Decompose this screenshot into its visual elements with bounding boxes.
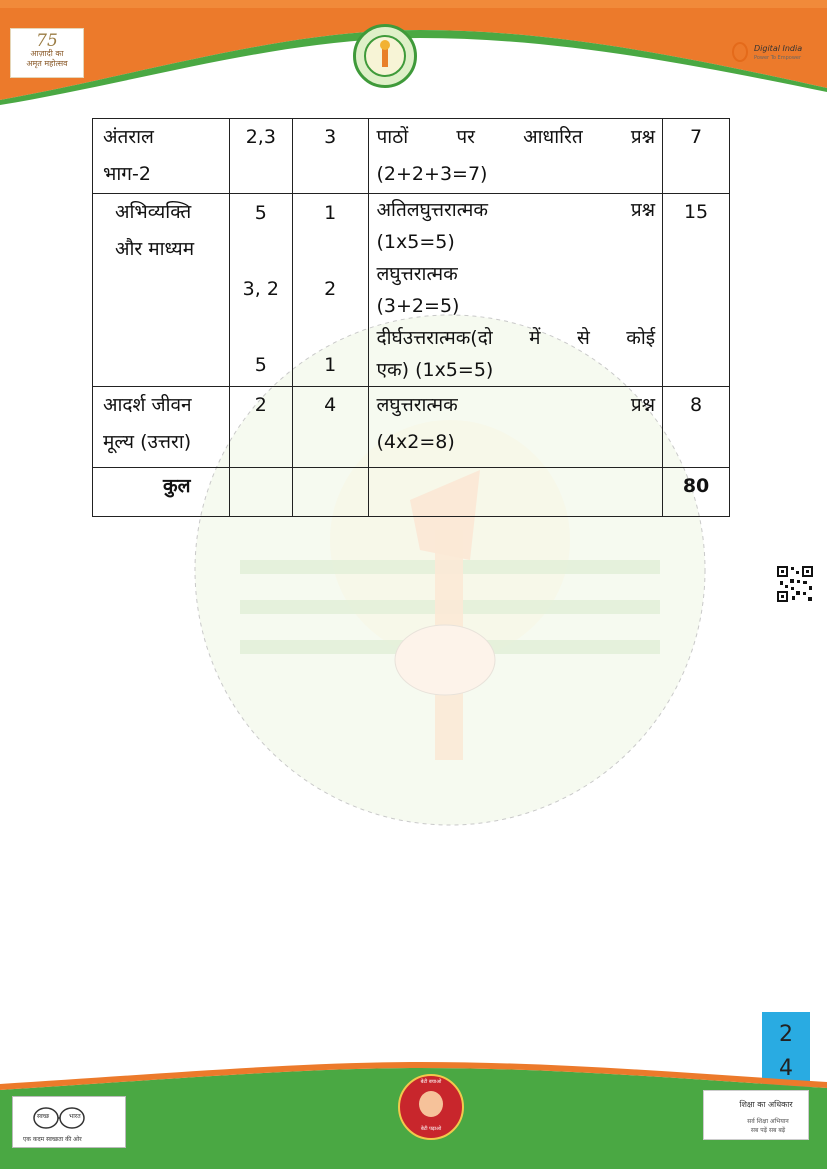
qr-code-icon	[776, 565, 814, 603]
digital-india-logo: Digital India Power To Empower	[732, 40, 812, 70]
table-row	[93, 194, 730, 387]
board-seal-icon	[353, 24, 417, 88]
question-numbers-cell: 2	[229, 387, 292, 468]
question-numbers-cell: 2,3	[229, 119, 292, 194]
empty-cell	[229, 468, 292, 517]
question-numbers-cell: 5 3, 2 5	[229, 194, 292, 387]
total-label: कुल	[93, 468, 230, 517]
empty-cell	[292, 468, 368, 517]
grand-total-value: 80	[663, 468, 730, 517]
page-header	[0, 0, 827, 105]
marks-each-cell: 1 2 1	[292, 194, 368, 387]
marks-each-cell: 4	[292, 387, 368, 468]
marks-distribution-table	[92, 118, 730, 517]
shiksha-ka-adhikar-logo: शिक्षा का अधिकार सर्व शिक्षा अभियान सब पढ़ें सब बढ़ें	[703, 1090, 809, 1140]
marks-each-cell: 3	[292, 119, 368, 194]
section-cell: अभिव्यक्ति और माध्यम	[93, 194, 230, 387]
row-total-cell: 15	[663, 194, 730, 387]
table-row	[93, 119, 730, 194]
description-cell: पाठों पर आधारित प्रश्न (2+2+3=7)	[368, 119, 663, 194]
page-footer	[0, 1060, 827, 1169]
description-cell: लघुत्तरात्मक प्रश्न (4x2=8)	[368, 387, 663, 468]
swachh-bharat-logo: स्वच्छ भारत एक कदम स्वच्छता की ओर	[12, 1096, 126, 1148]
beti-bachao-beti-padhao-logo: बेटी बचाओ बेटी पढ़ाओ	[398, 1074, 464, 1140]
table-row	[93, 387, 730, 468]
row-total-cell: 7	[663, 119, 730, 194]
description-cell: अतिलघुत्तरात्मक प्रश्न (1x5=5) लघुत्तरात्मक (3+2=5) दीर्घउत्तरात्मक(दो में से कोई एक) (1x5=5)	[368, 194, 663, 387]
section-cell: आदर्श जीवन मूल्य (उत्तरा)	[93, 387, 230, 468]
section-cell: अंतराल भाग-2	[93, 119, 230, 194]
total-row	[93, 468, 730, 517]
empty-cell	[368, 468, 663, 517]
page-number-digit: 4	[779, 1056, 793, 1081]
azadi-ka-amrit-mahotsav-logo: 75 आज़ादी का अमृत महोत्सव	[10, 28, 84, 78]
page-number-digit: 2	[779, 1022, 793, 1047]
row-total-cell: 8	[663, 387, 730, 468]
